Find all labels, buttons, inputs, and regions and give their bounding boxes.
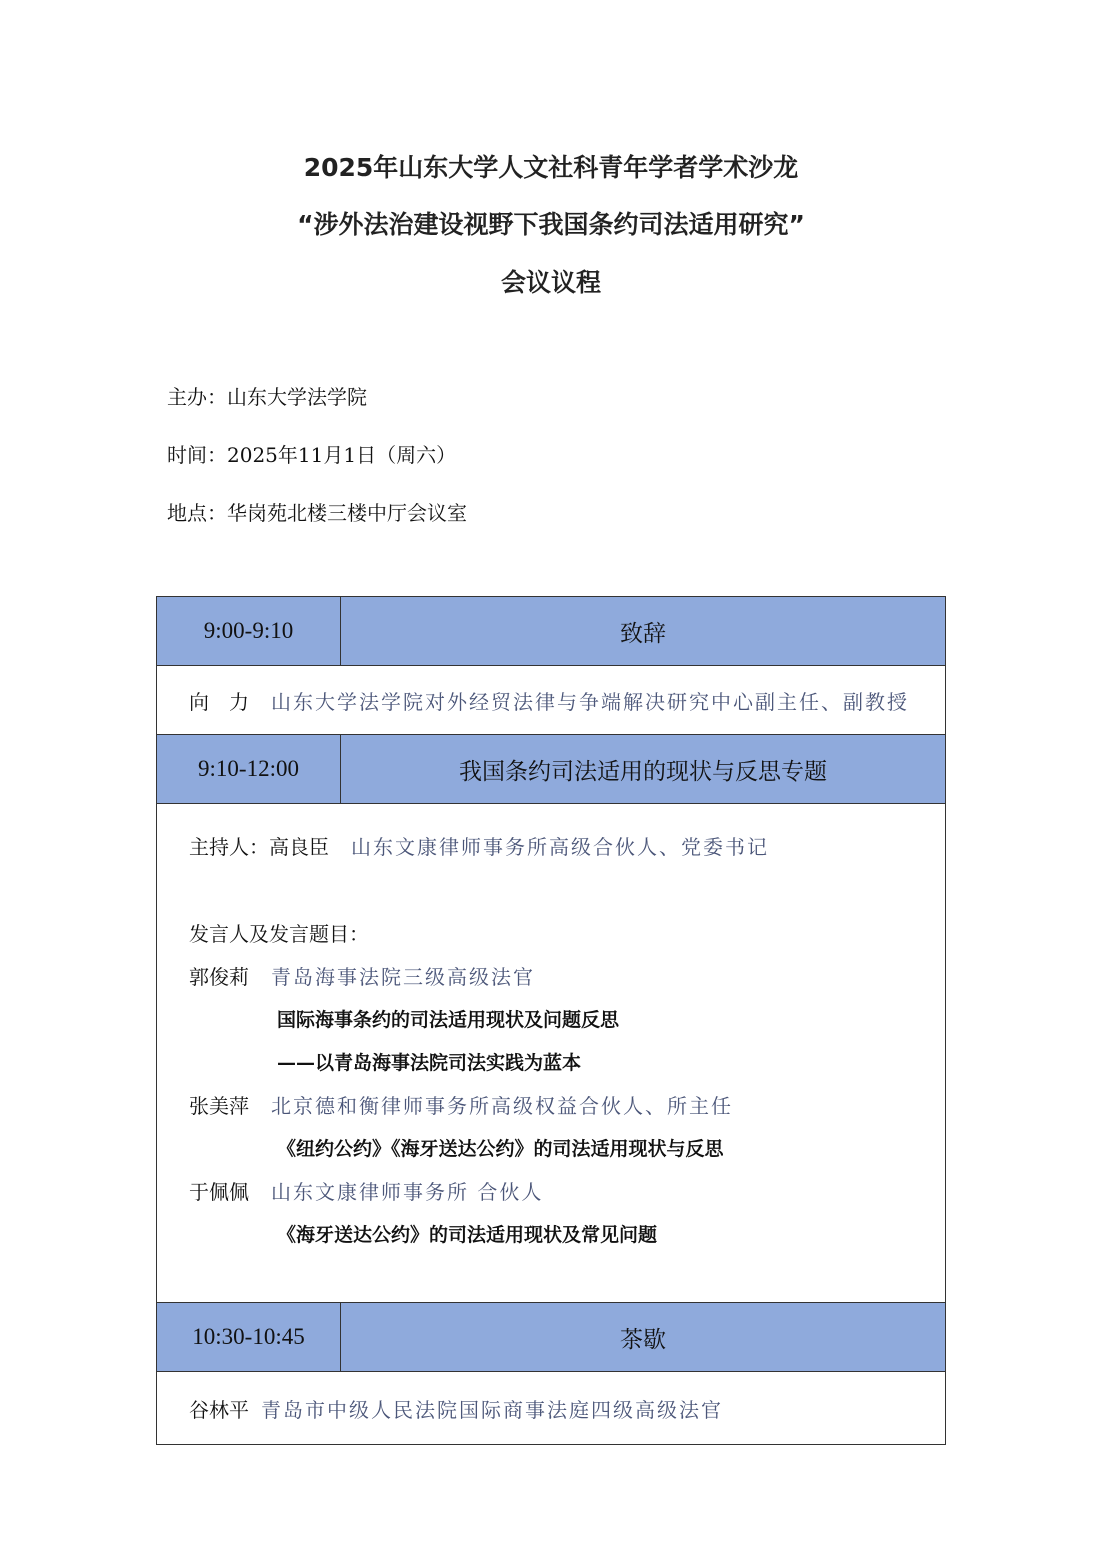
session-header xyxy=(157,1303,946,1372)
speaker-affiliation: 山东大学法学院对外经贸法律与争端解决研究中心副主任、副教授 xyxy=(271,689,909,714)
speaker-name: 谷林平 xyxy=(189,1397,249,1422)
speaker-line xyxy=(189,1171,945,1214)
moderator-line xyxy=(189,826,945,869)
speaker-name: 于佩佩 xyxy=(189,1180,249,1204)
speaker-affiliation: 青岛海事法院三级高级法官 xyxy=(271,965,535,989)
session-title: 致辞 xyxy=(341,597,946,666)
speaker-line xyxy=(189,956,945,999)
session-header xyxy=(157,597,946,666)
speaker-affiliation: 青岛市中级人民法院国际商事法庭四级高级法官 xyxy=(261,1397,723,1422)
place-info: 地点：华岗苑北楼三楼中厅会议室 xyxy=(167,501,467,525)
speaker-topic: 《纽约公约》《海牙送达公约》的司法适用现状与反思 xyxy=(277,1138,724,1160)
host-info: 主办：山东大学法学院 xyxy=(167,385,367,409)
after-break-row xyxy=(157,1372,946,1445)
speaker-name: 张美萍 xyxy=(189,1094,249,1118)
time-info: 时间：2025年11月1日（周六） xyxy=(167,443,457,467)
session-time: 9:10-12:00 xyxy=(157,735,341,804)
speakers-label: 发言人及发言题目： xyxy=(189,922,369,946)
speaker-name: 向 力 xyxy=(189,689,249,714)
speaker-topic-subtitle: ——以青岛海事法院司法实践为蓝本 xyxy=(277,1052,582,1074)
session-body xyxy=(157,804,946,1303)
speaker-line xyxy=(189,1085,945,1128)
speaker-name: 郭俊莉 xyxy=(189,965,249,989)
speaker-topic: 《海牙送达公约》的司法适用现状及常见问题 xyxy=(277,1224,658,1246)
agenda-table xyxy=(156,596,946,1445)
session-title: 我国条约司法适用的现状与反思专题 xyxy=(341,735,946,804)
title-line3: 会议议程 xyxy=(500,268,601,297)
speaker-affiliation: 山东文康律师事务所 合伙人 xyxy=(271,1180,544,1204)
speaker-affiliation: 北京德和衡律师事务所高级权益合伙人、所主任 xyxy=(271,1094,733,1118)
session-time: 10:30-10:45 xyxy=(157,1303,341,1372)
moderator-label: 主持人：高良臣 xyxy=(189,835,329,859)
title-line1: 2025年山东大学人文社科青年学者学术沙龙 xyxy=(303,153,799,182)
session-time: 9:00-9:10 xyxy=(157,597,341,666)
session-header xyxy=(157,735,946,804)
speaker-topic: 国际海事条约的司法适用现状及问题反思 xyxy=(277,1009,620,1031)
moderator-affiliation: 山东文康律师事务所高级合伙人、党委书记 xyxy=(351,835,769,859)
title-line2: “涉外法治建设视野下我国条约司法适用研究” xyxy=(297,210,805,239)
session-title: 茶歇 xyxy=(341,1303,946,1372)
welcome-row xyxy=(157,666,946,735)
